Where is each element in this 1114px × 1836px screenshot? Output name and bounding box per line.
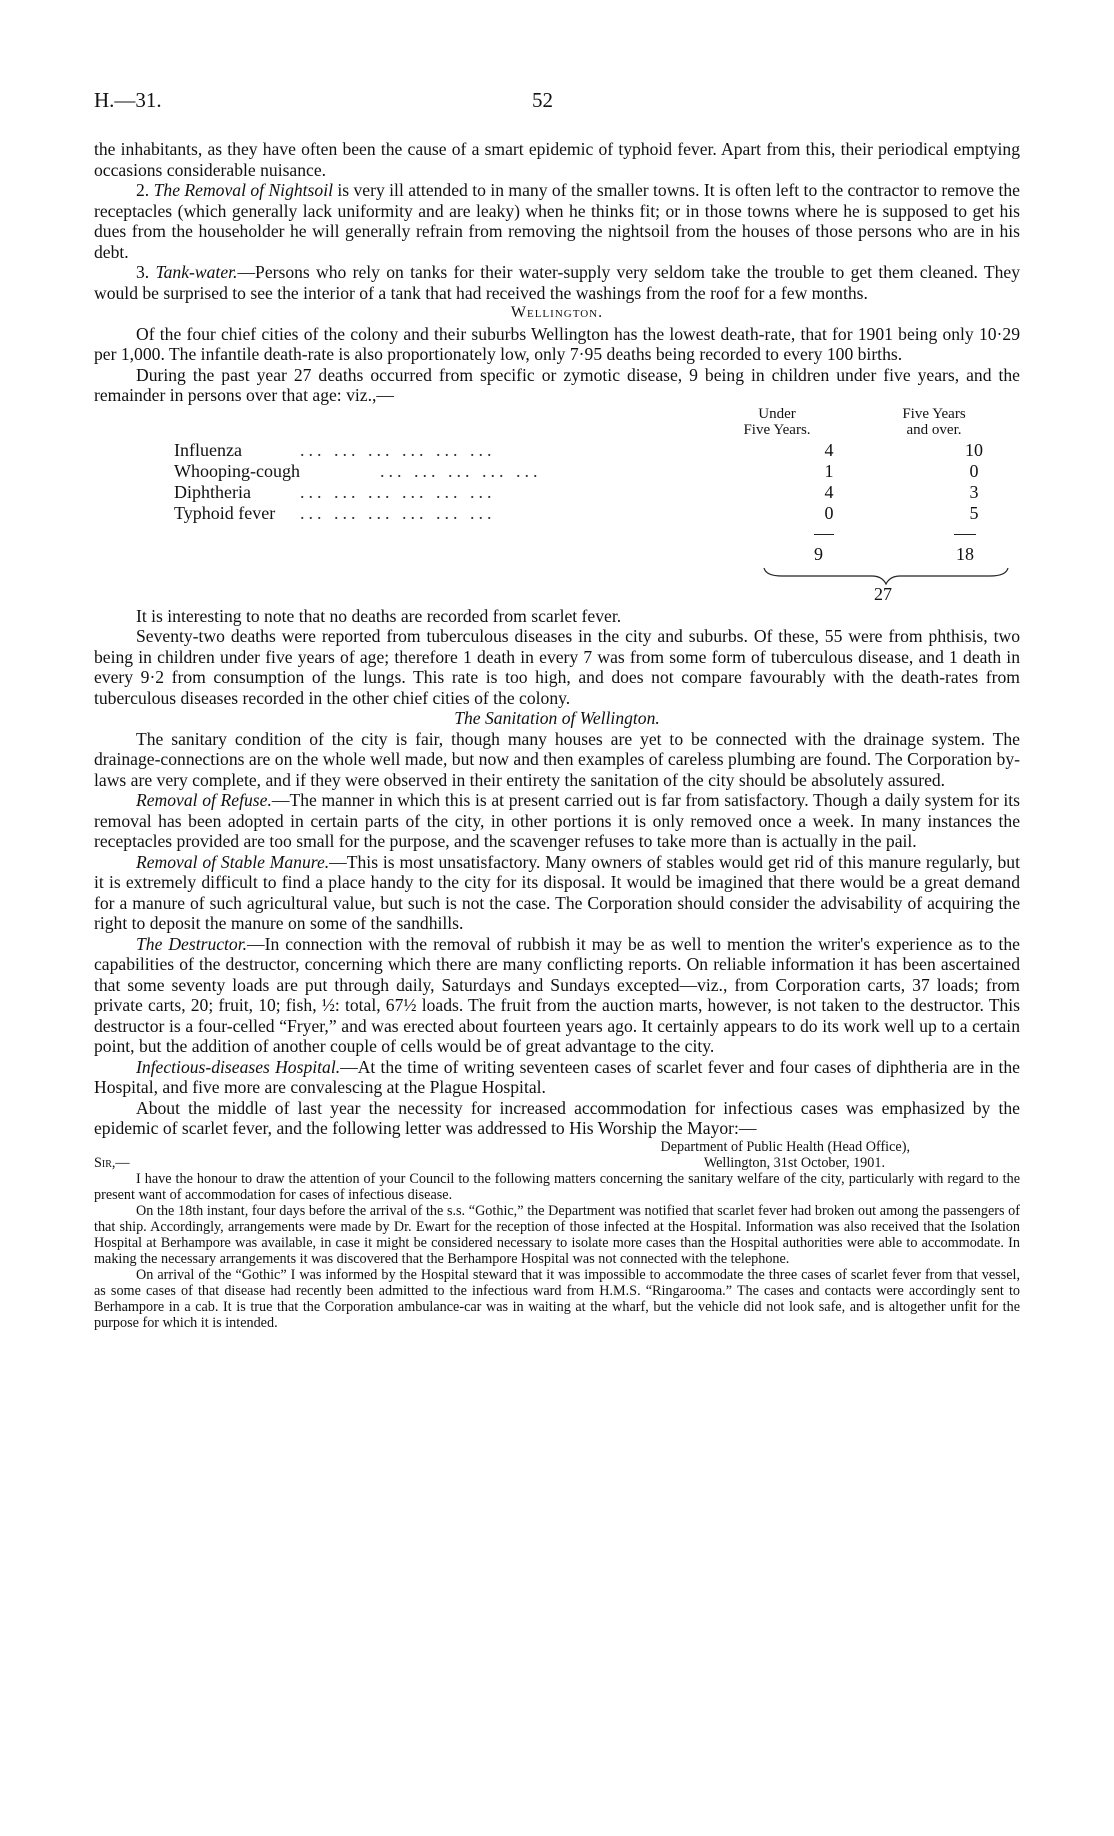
tank-water-title: Tank-water. (155, 262, 238, 282)
paragraph-accommodation: About the middle of last year the necessity for increased accommodation for infectious cases was emphasized by the epidemic of scarlet fever, and the following letter was addressed to His Worship the Mayor:— (94, 1097, 1020, 1138)
paragraph-hospital: Infectious-diseases Hospital.—At the time of writing seventeen cases of scarlet fever and four cases of diphtheria are in the Hospital, and five more are convalescing at the Plague Hospital. (94, 1056, 1020, 1097)
paragraph-refuse: Removal of Refuse.—The manner in which this is at present carried out is far from satisfactory. Though a daily system for its removal has been adopted in certain parts of the city, in other portions it is only removed once a week. In many instances the receptacles provided are too small for the purpose, and the scavenger refuses to take more than is actually in the pail. (94, 790, 1020, 851)
letter-to-mayor (94, 1139, 1020, 1331)
table-row: Typhoid fever ... ... ... ... ... ... 0 5 (174, 502, 979, 523)
letter-paragraph: On the 18th instant, four days before the arrival of the s.s. “Gothic,” the Department was notified that scarlet fever had broken out among the passengers of that ship. Accordingly, arrangements were made by Dr. Ewart for the reception of those infected at the Hospital. Information was also received that the Isolation Hospital at Berhampore was available, in case it might be considered necessary to isolate more cases than the Hospital authorities were able to accommodate. In making the necessary arrangements it was discovered that the Berhampore Hospital was not connected with the telephone. (94, 1202, 1020, 1267)
paragraph-stable-manure: Removal of Stable Manure.—This is most unsatisfactory. Many owners of stables would get rid of this manure regularly, but it is extremely difficult to find a place handy to the city for its disposal. It would be imagined that there would be a great demand for a manure of such agricultural value, but such is not the case. The Corporation should consider the advisability of acquiring the right to deposit the manure on some of the sandhills. (94, 851, 1020, 933)
destructor-title: The Destructor. (136, 933, 248, 954)
manure-title: Removal of Stable Manure. (136, 851, 330, 872)
section-heading-wellington: Wellington. (510, 304, 604, 321)
table-row: Influenza ... ... ... ... ... ... 4 10 (174, 439, 983, 460)
table-row: Whooping-cough ... ... ... ... ... 1 0 (174, 460, 979, 481)
paragraph-death-rate: Of the four chief cities of the colony and their suburbs Wellington has the lowest death-rate, that for 1901 being only 10·29 per 1,000. The infantile death-rate is also proportionately low, only 7·95 deaths being recorded to every 100 births. (94, 323, 1020, 364)
hospital-title: Infectious-diseases Hospital. (136, 1056, 341, 1077)
paragraph-tuberculosis: Seventy-two deaths were reported from tuberculous diseases in the city and suburbs. Of these, 55 were from phthisis, two being in children under five years of age; therefore 1 death in every 7 was from some form of tuberculous disease, and 1 death in every 9·2 from consumption of the lungs. This rate is too high, and does not compare favourably with the death-rates from tuberculous diseases recorded in the other chief cities of the colony. (94, 626, 1020, 708)
letter-address-line-1: Department of Public Health (Head Office), (660, 1138, 910, 1155)
paragraph-zymotic: During the past year 27 deaths occurred from specific or zymotic disease, 9 being in children under five years, and the remainder in persons over that age: viz.,— (94, 364, 1020, 405)
total-under-five: 9 (814, 543, 823, 564)
letter-paragraph: I have the honour to draw the attention of your Council to the following matters concerning the sanitary welfare of the city, particularly with regard to the present want of accommodation for cases of infectious disease. (94, 1170, 1020, 1203)
page-header (94, 88, 1020, 118)
document-body (94, 139, 1020, 1331)
grand-total: 27 (874, 583, 892, 604)
subtotal-rule-over (954, 534, 976, 535)
subtotal-rule-under (814, 534, 834, 535)
letter-salutation: Sir,— (94, 1154, 130, 1171)
paragraph-continuation: the inhabitants, as they have often been the cause of a smart epidemic of typhoid fever. Apart from this, their periodical emptying occasions considerable nuisance. (94, 139, 1020, 180)
paragraph-destructor: The Destructor.—In connection with the removal of rubbish it may be as well to mention the writer's experience as to the capabilities of the destructor, concerning which there are many conflicting reports. On reliable information it has been ascertained that some seventy loads are put through daily, Saturdays and Sundays excepted—viz., from Corporation carts, 37 loads; from private carts, 20; fruit, 10; fish, ½: total, 67½ loads. The fruit from the auction marts, however, is not taken to the destructor. This destructor is a four-celled “Fryer,” and was erected about fourteen years ago. It certainly appears to do its work well up to a certain point, but the addition of another couple of cells would be of great advantage to the city. (94, 933, 1020, 1056)
page-number: 52 (532, 88, 553, 112)
paragraph-scarlet-fever: It is interesting to note that no deaths are recorded from scarlet fever. (136, 605, 622, 626)
table-row: Diphtheria ... ... ... ... ... ... 4 3 (174, 481, 979, 502)
paragraph-sanitary-condition: The sanitary condition of the city is fair, though many houses are yet to be connected with the drainage system. The drainage-connections are on the whole well made, but now and then examples of careless plumbing are found. The Corporation by-laws are very complete, and if they were observed in their entirety the sanitation of the city should be absolutely assured. (94, 728, 1020, 790)
paragraph-nightsoil: 2. The Removal of Nightsoil is very ill attended to in many of the smaller towns. It is often left to the contractor to remove the receptacles (which generally lack uniformity and are leaky) when he thinks fit; or in those towns where he is supposed to get his dues from the householder he will generally refrain from removing the nightsoil from the houses of those persons who are in his debt. (94, 180, 1020, 262)
document-reference: H.—31. (94, 88, 162, 112)
refuse-title: Removal of Refuse. (136, 790, 272, 810)
letter-address-line-2: Wellington, 31st October, 1901. (703, 1154, 885, 1171)
section-heading-sanitation: The Sanitation of Wellington. (454, 708, 660, 728)
total-five-and-over: 18 (956, 543, 974, 564)
column-header-under-five: Under Five Years. (743, 405, 811, 438)
paragraph-tank-water: 3. Tank-water.—Persons who rely on tanks for their water-supply very seldom take the trouble to get them cleaned. They would be surprised to see the interior of a tank that had received the washings from the roof for a few months. (94, 262, 1020, 303)
column-header-five-and-over: Five Years and over. (902, 405, 966, 438)
total-brace (762, 566, 1012, 586)
letter-salutation-row (94, 1155, 1020, 1171)
nightsoil-title: The Removal of Nightsoil (153, 180, 333, 200)
letter-paragraph: On arrival of the “Gothic” I was informed by the Hospital steward that it was impossible to accommodate the three cases of scarlet fever from that vessel, as some cases of that disease had recently been admitted to the infectious ward from H.M.S. “Ringarooma.” The cases and contacts were accordingly sent to Berhampore in a cab. It is true that the Corporation ambulance-car was in waiting at the wharf, but the vehicle did not look safe, and is altogether unfit for the purpose for which it is intended. (94, 1266, 1020, 1331)
zymotic-deaths-table (94, 406, 1020, 606)
